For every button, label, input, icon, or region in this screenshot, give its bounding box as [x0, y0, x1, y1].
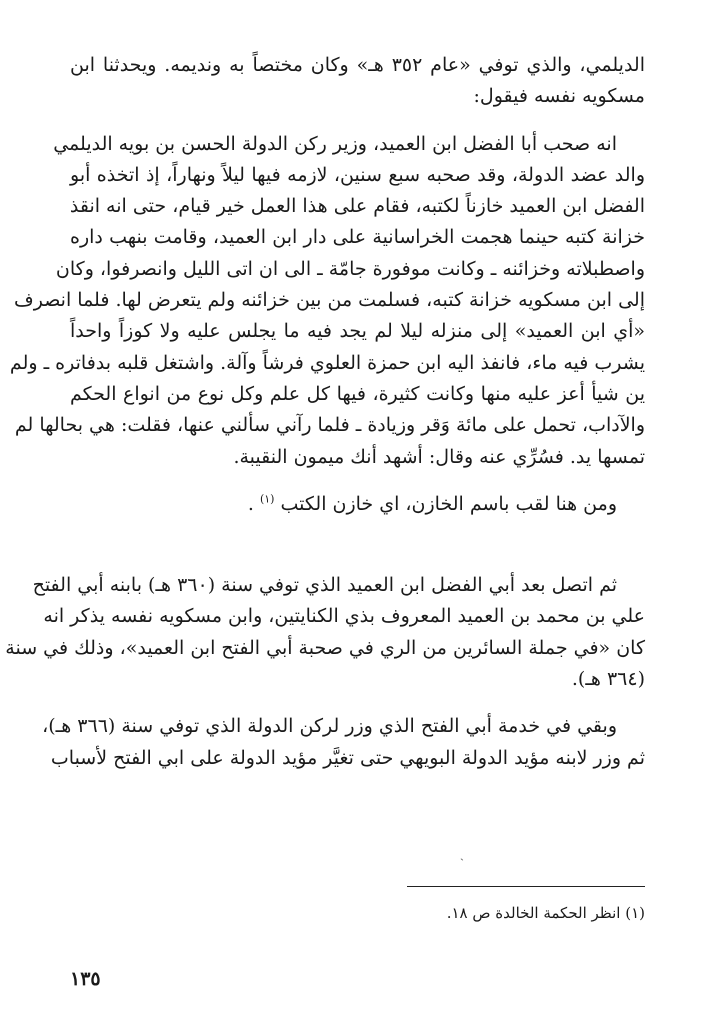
paragraph-3	[70, 489, 645, 520]
text-segment: ومن هنا لقب باسم الخازن، اي خازن الكتب	[280, 492, 617, 515]
text-line: ثم وزر لابنه مؤيد الدولة البويهي حتى تغيَّر مؤيد الدولة على ابي الفتح لأسباب	[50, 746, 645, 769]
stray-mark: ˎ	[460, 847, 464, 861]
text-line: تمسها يد. فسُرِّي عنه وقال: أشهد أنك ميمون النقيبة.	[233, 445, 645, 468]
text-line: وبقي في خدمة أبي الفتح الذي وزر لركن الدولة الذي توفي سنة (٣٦٦ هـ)،	[42, 715, 617, 738]
page-number: ١٣٥	[70, 968, 101, 990]
text-line	[70, 489, 645, 520]
text-line: انه صحب أبا الفضل ابن العميد، وزير ركن الدولة الحسن بن بويه الديلمي	[53, 132, 617, 155]
text-line: الفضل ابن العميد خازناً لكتبه، فقام على هذا العمل خير قيام، حتى انه انقذ	[69, 195, 645, 218]
text-line: مسكويه نفسه فيقول:	[473, 85, 645, 108]
text-line: واصطبلاته وخزائنه ـ وكانت موفورة جامّة ـ الى ان اتى الليل وانصرفوا، وكان	[55, 257, 645, 280]
text-line: الديلمي، والذي توفي «عام ٣٥٢ هـ» وكان مختصاً به ونديمه. ويحدثنا ابن	[70, 54, 646, 76]
paragraph-4	[5, 570, 645, 695]
text-line: «أي ابن العميد» إلى منزله ليلا لم يجد فيه ما يجلس عليه ولا كوزاً واحداً	[70, 320, 645, 343]
text-line: يشرب فيه ماء، فانفذ اليه ابن حمزة العلوي فرشاً وآلة. واشتغل قلبه بدفاتره ـ ولم	[9, 351, 645, 374]
text-line: خزانة كتبه حينما هجمت الخراسانية على دار ابن العميد، وقامت بنهب داره	[70, 226, 645, 249]
text-line: (٣٦٤ هـ).	[571, 668, 645, 691]
paragraph-5	[42, 711, 645, 774]
paragraph-2	[9, 129, 645, 473]
footnote-reference: (١)	[259, 492, 275, 506]
paragraph-1	[70, 50, 645, 113]
footnote-divider	[407, 886, 645, 887]
text-line: والد عضد الدولة، وقد صحبه سبع سنين، لازمه فيها ليلاً ونهاراً، إذ اتخذه أبو	[70, 163, 645, 186]
text-line: ثم اتصل بعد أبي الفضل ابن العميد الذي توفي سنة (٣٦٠ هـ) بابنه أبي الفتح	[32, 574, 617, 597]
text-line: إلى ابن مسكويه خزانة كتبه، فسلمت من بين خزائنه ولم يتعرض لها. فلما انصرف	[14, 289, 645, 312]
book-page	[5, 50, 646, 990]
text-segment: .	[247, 492, 254, 515]
footnote: (١) انظر الحكمة الخالدة ص ١٨.	[446, 904, 645, 922]
text-line: ين شيأ أعز عليه منها وكانت كثيرة، فيها كل علم وكل نوع من انواع الحكم	[70, 382, 645, 405]
text-line: علي بن محمد بن العميد المعروف بذي الكنايتين، وابن مسكويه نفسه يذكر انه	[43, 605, 645, 628]
text-line: والآداب، تحمل على مائة وَقر وزيادة ـ فلما رآني سألني عنها، فقلت: هي بحالها لم	[14, 414, 645, 437]
text-line: كان «في جملة السائرين من الري في صحبة أبي الفتح ابن العميد»، وذلك في سنة	[5, 636, 645, 659]
